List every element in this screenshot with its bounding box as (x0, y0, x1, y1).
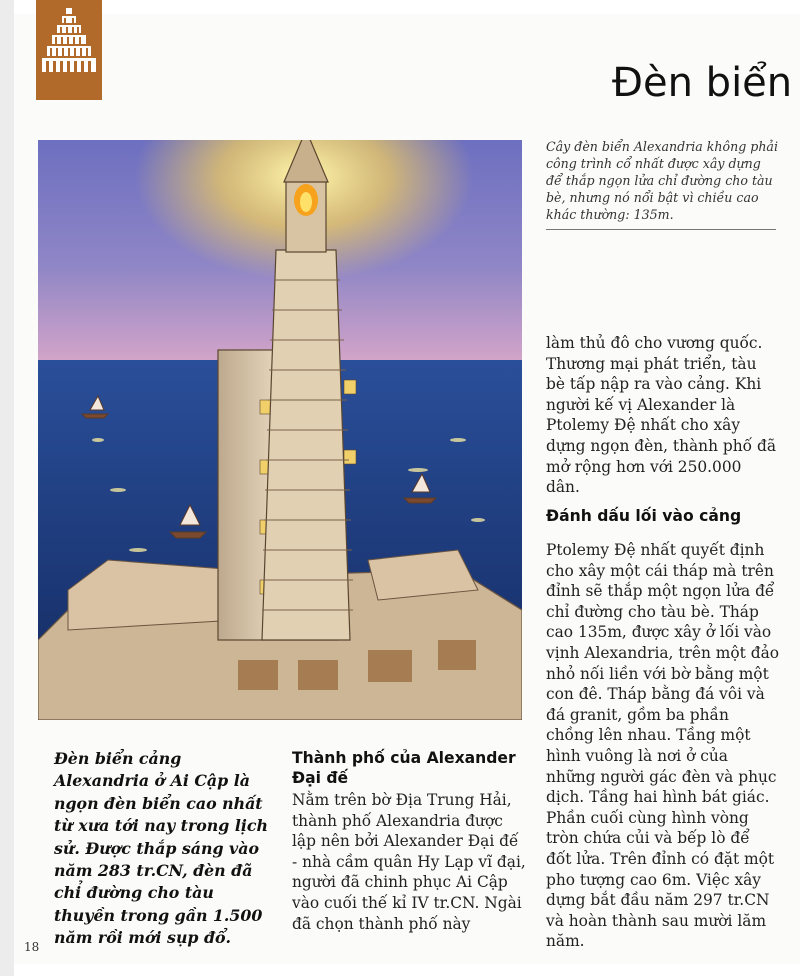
pyramid-tower-icon (36, 0, 102, 100)
section-heading-harbor: Đánh dấu lối vào cảng (546, 507, 742, 525)
lighthouse-illustration (38, 140, 522, 720)
continued-text: làm thủ đô cho vương quốc. Thương mại phát triển, tàu bè tấp nập ra vào cảng. Khi người kế vị Alexander là Ptolemy Đệ nhất cho xây dựng ngọn đèn, thành phố đã mở rộng hơn với 250.000 dân. (546, 334, 777, 497)
caption-top: Cây đèn biển Alexandria không phải công trình cổ nhất được xây dựng để thắp ngọn lửa chỉ đường cho tàu bè, nhưng nó nổi bật vì chiều cao khác thường: 135m. (546, 139, 778, 222)
caption-bottom: Đèn biển cảng Alexandria ở Ai Cập là ngọn đèn biển cao nhất từ xưa tới nay trong lịch sử. Được thắp sáng vào năm 283 tr.CN, đèn đã chỉ đường cho tàu thuyền trong gần 1.500 năm rồi mới sụp đổ. (54, 749, 268, 948)
section-heading-city: Thành phố của Alexander Đại đế (292, 749, 516, 787)
section-body-city: Nằm trên bờ Địa Trung Hải, thành phố Alexandria được lập nên bởi Alexander Đại đế - nhà cầm quân Hy Lạp vĩ đại, người đã chinh phục Ai Cập vào cuối thế kỉ IV tr.CN. Ngài đã chọn thành phố này (292, 791, 526, 933)
page-title: Đèn biển (612, 60, 793, 106)
section-body-harbor: Ptolemy Đệ nhất quyết định cho xây một cái tháp mà trên đỉnh sẽ thắp một ngọn lửa để chỉ đường cho tàu bè. Tháp cao 135m, được xây ở lối vào vịnh Alexandria, trên một đảo nhỏ nối liền với bờ bằng một con đê. Tháp bằng đá vôi và đá granit, gồm ba phần chồng lên nhau. Tầng một hình vuông là nơi ở của những người gác đèn và phục dịch. Tầng hai hình bát giác. Phần cuối cùng hình vòng tròn chứa củi và bếp lò để đốt lửa. Trên đỉnh có đặt một pho tượng cao 6m. Việc xây dựng bắt đầu năm 297 tr.CN và hoàn thành sau mười lăm năm. (546, 541, 780, 951)
page-edge (0, 0, 14, 976)
page-number: 18 (24, 940, 40, 954)
caption-divider (546, 229, 776, 230)
chapter-tab (36, 0, 102, 100)
